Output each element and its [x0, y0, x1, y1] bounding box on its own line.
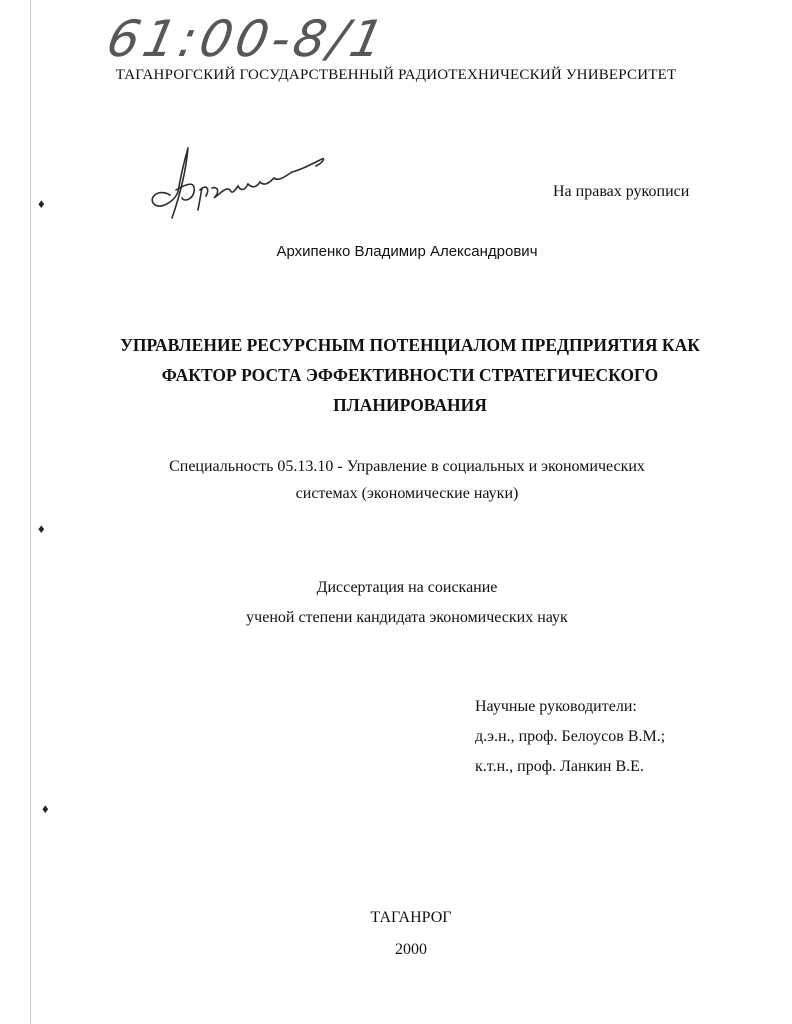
university-name: ТАГАНРОГСКИЙ ГОСУДАРСТВЕННЫЙ РАДИОТЕХНИЧЕСКИЙ УНИВЕРСИТЕТ — [115, 67, 677, 83]
place-and-year — [0, 902, 792, 966]
title-line: УПРАВЛЕНИЕ РЕСУРСНЫМ ПОТЕНЦИАЛОМ ПРЕДПРИЯТИЯ КАК — [120, 335, 700, 355]
title-line: ПЛАНИРОВАНИЯ — [333, 395, 487, 415]
specialty — [0, 453, 792, 507]
specialty-line: Специальность 05.13.10 - Управление в социальных и экономических — [169, 458, 645, 475]
specialty-line: системах (экономические науки) — [295, 485, 519, 502]
archive-code: 61:00-8/1 — [101, 10, 393, 68]
scan-mark: ♦ — [38, 196, 45, 211]
manuscript-rights-note: На правах рукописи — [553, 183, 690, 200]
advisor-line: д.э.н., проф. Белоусов В.М.; — [475, 728, 666, 745]
advisors-heading: Научные руководители: — [475, 698, 637, 715]
scan-mark: ♦ — [38, 521, 45, 536]
year: 2000 — [395, 941, 427, 958]
title-line: ФАКТОР РОСТА ЭФФЕКТИВНОСТИ СТРАТЕГИЧЕСКОГО — [161, 365, 659, 385]
city: ТАГАНРОГ — [370, 909, 452, 926]
degree-line: Диссертация на соискание — [316, 579, 498, 596]
advisor-line: к.т.н., проф. Ланкин В.Е. — [475, 758, 644, 775]
author-name: Архипенко Владимир Александрович — [276, 243, 538, 260]
scan-mark: ♦ — [42, 801, 49, 816]
scientific-advisors — [475, 692, 665, 782]
dissertation-title — [100, 330, 720, 420]
handwritten-signature — [140, 140, 340, 230]
binding-margin-line — [30, 0, 31, 1024]
degree-line: ученой степени кандидата экономических наук — [246, 609, 568, 626]
degree-statement — [0, 573, 792, 633]
